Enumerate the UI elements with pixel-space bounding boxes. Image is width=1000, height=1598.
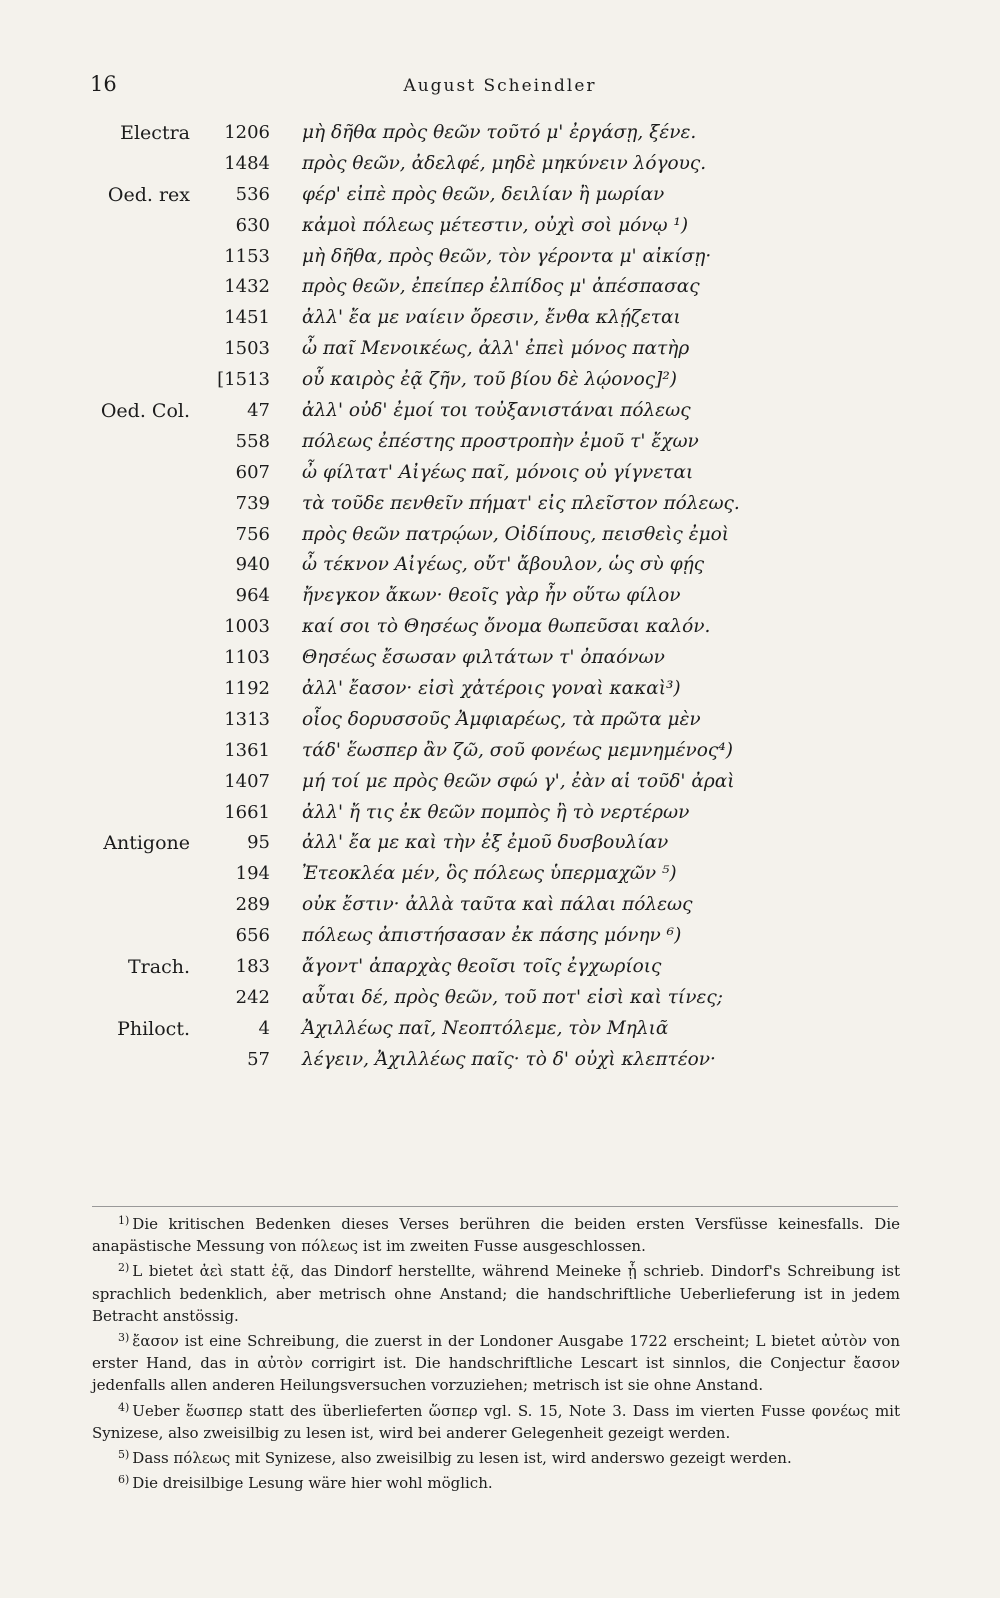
footnote-text: Die dreisilbige Lesung wäre hier wohl möglich. xyxy=(132,1474,493,1493)
verse-list xyxy=(0,118,1000,1076)
footnote xyxy=(92,1327,900,1397)
verse-number: 739 xyxy=(235,492,270,514)
verse-text: ἀλλ' ἤ τις ἐκ θεῶν πομπὸς ἢ τὸ νερτέρων xyxy=(302,801,690,823)
play-title: Oed. Col. xyxy=(100,400,190,423)
verse-line xyxy=(0,242,1000,273)
verse-number: 242 xyxy=(235,986,270,1008)
verse-text: Ἀχιλλέως παῖ, Νεοπτόλεμε, τὸν Μηλιᾶ xyxy=(302,1017,669,1039)
verse-text: κἀμοὶ πόλεως μέτεστιν, οὐχὶ σοὶ μόνῳ ¹) xyxy=(302,214,689,236)
footnote xyxy=(92,1469,900,1494)
verse-number: 964 xyxy=(235,585,270,607)
verse-line xyxy=(0,767,1000,798)
footnotes xyxy=(92,1210,900,1494)
verse-text: οἷος δορυσσοῦς Ἀμφιαρέως, τὰ πρῶτα μὲν xyxy=(302,708,701,730)
verse-line xyxy=(0,890,1000,921)
verse-line xyxy=(0,798,1000,829)
footnote-text: Die kritischen Bedenken dieses Verses berühren die beiden ersten Versfüsse keinesfalls. Die anapästische Messung von πόλεως ist im zweiten Fusse ausgeschlossen. xyxy=(92,1215,900,1256)
verse-text: ἀλλ' ἔα με ναίειν ὄρεσιν, ἔνθα κλῄζεται xyxy=(302,307,681,329)
verse-line xyxy=(0,612,1000,643)
verse-text: καί σοι τὸ Θησέως ὄνομα θωπεῦσαι καλόν. xyxy=(302,616,711,638)
verse-number: 558 xyxy=(235,430,270,452)
verse-text: οὐκ ἔστιν· ἀλλὰ ταῦτα καὶ πάλαι πόλεως xyxy=(302,894,693,916)
verse-text: μὴ δῆθα πρὸς θεῶν τοῦτό μ' ἐργάσῃ, ξένε. xyxy=(302,122,697,143)
verse-text: οὗ καιρὸς ἐᾷ ζῆν, τοῦ βίου δὲ λῴονος]²) xyxy=(302,369,678,391)
verse-line xyxy=(0,674,1000,705)
verse-line xyxy=(0,705,1000,736)
verse-text: ἄγοντ' ἀπαρχὰς θεοῖσι τοῖς ἐγχωρίοις xyxy=(302,956,662,978)
verse-text: μὴ δῆθα, πρὸς θεῶν, τὸν γέροντα μ' αἰκίσῃ· xyxy=(302,245,712,267)
verse-line xyxy=(0,303,1000,334)
verse-text: τάδ' ἕωσπερ ἂν ζῶ, σοῦ φονέως μεμνημένος⁴) xyxy=(302,739,733,761)
verse-number: 95 xyxy=(247,832,270,854)
verse-line xyxy=(0,118,1000,149)
verse-number: 57 xyxy=(247,1048,270,1070)
footnote-mark: 2) xyxy=(118,1261,130,1275)
verse-number: [1513 xyxy=(217,369,270,391)
verse-number: 289 xyxy=(235,894,270,916)
play-title: Trach. xyxy=(127,956,190,979)
verse-number: 1206 xyxy=(224,122,270,143)
verse-number: 1432 xyxy=(224,276,270,298)
verse-text: ὦ παῖ Μενοικέως, ἀλλ' ἐπεὶ μόνος πατὴρ xyxy=(302,338,690,360)
verse-line xyxy=(0,458,1000,489)
footnote-mark: 6) xyxy=(118,1473,130,1487)
verse-line xyxy=(0,952,1000,983)
verse-text: ἀλλ' ἔασον· εἰσὶ χἀτέροις γοναὶ κακαὶ³) xyxy=(302,678,681,700)
footnote xyxy=(92,1444,900,1469)
verse-number: 656 xyxy=(235,925,270,947)
verse-text: μή τοί με πρὸς θεῶν σφώ γ', ἐὰν αἱ τοῦδ' ἀραὶ xyxy=(302,770,735,792)
verse-number: 1153 xyxy=(224,245,270,267)
verse-line xyxy=(0,180,1000,211)
verse-text: ὦ τέκνον Αἰγέως, οὔτ' ἄβουλον, ὡς σὺ φῄς xyxy=(302,554,705,576)
verse-number: 536 xyxy=(235,183,270,205)
page-number: 16 xyxy=(90,72,117,96)
verse-number: 1313 xyxy=(224,708,270,730)
verse-line xyxy=(0,581,1000,612)
verse-line xyxy=(0,396,1000,427)
verse-number: 1103 xyxy=(224,647,270,669)
verse-line xyxy=(0,859,1000,890)
verse-text: πόλεως ἐπέστης προστροπὴν ἐμοῦ τ' ἔχων xyxy=(302,430,699,452)
footnote-text: L bietet ἀεὶ statt ἐᾷ, das Dindorf herstellte, während Meineke ᾗ schrieb. Dindorf's Schreibung ist sprachlich bedenklich, aber metrisch ohne Anstand; die handschriftliche Ueberlieferung ist in jedem Betracht anstössig. xyxy=(92,1262,900,1325)
verse-text: ὦ φίλτατ' Αἰγέως παῖ, μόνοις οὐ γίγνεται xyxy=(302,461,694,483)
play-title: Electra xyxy=(120,122,190,144)
verse-text: Θησέως ἔσωσαν φιλτάτων τ' ὀπαόνων xyxy=(302,647,665,669)
verse-number: 1451 xyxy=(224,307,270,329)
verse-text: πόλεως ἀπιστήσασαν ἐκ πάσης μόνην ⁶) xyxy=(302,925,682,947)
footnote-mark: 5) xyxy=(118,1448,130,1462)
verse-line xyxy=(0,1014,1000,1045)
verse-line xyxy=(0,550,1000,581)
verse-number: 1003 xyxy=(224,616,270,638)
verse-text: τὰ τοῦδε πενθεῖν πήματ' εἰς πλεῖστον πόλεως. xyxy=(302,492,740,514)
verse-text: πρὸς θεῶν, ἐπείπερ ἐλπίδος μ' ἀπέσπασας xyxy=(302,276,700,298)
verse-text: Ἐτεοκλέα μέν, ὃς πόλεως ὑπερμαχῶν ⁵) xyxy=(302,863,677,885)
verse-number: 183 xyxy=(235,956,270,978)
verse-line xyxy=(0,211,1000,242)
verse-number: 940 xyxy=(235,554,270,576)
verse-text: λέγειν, Ἀχιλλέως παῖς· τὸ δ' οὐχὶ κλεπτέον· xyxy=(302,1048,716,1070)
verse-text: ἀλλ' οὐδ' ἐμοί τοι τοὐξανιστάναι πόλεως xyxy=(302,400,691,422)
verse-number: 1484 xyxy=(224,152,270,174)
verse-text: αὗται δέ, πρὸς θεῶν, τοῦ ποτ' εἰσὶ καὶ τίνες; xyxy=(302,986,723,1008)
verse-line xyxy=(0,983,1000,1014)
verse-number: 630 xyxy=(235,214,270,236)
verse-text: ἀλλ' ἔα με καὶ τὴν ἐξ ἐμοῦ δυσβουλίαν xyxy=(302,832,669,854)
verse-number: 756 xyxy=(235,523,270,545)
verse-line xyxy=(0,365,1000,396)
play-title: Antigone xyxy=(103,832,190,855)
footnote xyxy=(92,1210,900,1257)
verse-number: 1361 xyxy=(224,739,270,761)
play-title: Oed. rex xyxy=(107,183,190,206)
verse-number: 607 xyxy=(235,461,270,483)
verse-line xyxy=(0,489,1000,520)
verse-number: 1192 xyxy=(224,678,270,700)
verse-line xyxy=(0,921,1000,952)
verse-number: 1661 xyxy=(224,801,270,823)
footnote-text: Dass πόλεως mit Synizese, also zweisilbig zu lesen ist, wird anderswo gezeigt werden. xyxy=(132,1449,792,1468)
footnote-mark: 4) xyxy=(118,1400,130,1414)
verse-text: ἤνεγκον ἄκων· θεοῖς γὰρ ἦν οὕτω φίλον xyxy=(302,585,681,607)
footnote-text: Ueber ἕωσπερ statt des überlieferten ὥσπερ vgl. S. 15, Note 3. Dass im vierten Fusse φονέως mit Synizese, also zweisilbig zu lesen ist, wird bei anderer Gelegenheit gezeigt werden. xyxy=(92,1401,900,1442)
verse-line xyxy=(0,149,1000,180)
verse-line xyxy=(0,520,1000,551)
footnote-mark: 1) xyxy=(118,1214,130,1227)
verse-line xyxy=(0,1045,1000,1076)
verse-number: 4 xyxy=(258,1017,270,1039)
verse-number: 1407 xyxy=(224,770,270,792)
verse-number: 47 xyxy=(247,400,270,422)
verse-line xyxy=(0,643,1000,674)
verse-line xyxy=(0,736,1000,767)
verse-text: πρὸς θεῶν πατρῴων, Οἰδίπους, πεισθεὶς ἐμοὶ xyxy=(302,523,729,545)
footnote xyxy=(92,1257,900,1327)
verse-line xyxy=(0,427,1000,458)
verse-line xyxy=(0,272,1000,303)
verse-text: φέρ' εἰπὲ πρὸς θεῶν, δειλίαν ἢ μωρίαν xyxy=(302,183,665,205)
play-title: Philoct. xyxy=(117,1017,190,1040)
verse-number: 1503 xyxy=(224,338,270,360)
running-head: August Scheindler xyxy=(403,76,597,96)
verse-number: 194 xyxy=(235,863,270,885)
verse-line xyxy=(0,828,1000,859)
footnote-mark: 3) xyxy=(118,1331,130,1345)
footnote-divider xyxy=(92,1206,898,1207)
verse-line xyxy=(0,334,1000,365)
verse-text: πρὸς θεῶν, ἀδελφέ, μηδὲ μηκύνειν λόγους. xyxy=(302,152,707,174)
footnote xyxy=(92,1397,900,1444)
footnote-text: ἔασον ist eine Schreibung, die zuerst in der Londoner Ausgabe 1722 erscheint; L bietet αὐτὸν von erster Hand, das in αὐτὸν corrigirt ist. Die handschriftliche Lescart ist sinnlos, die Conjectur ἔασον jedenfalls allen anderen Heilungsversuchen vorzuziehen; metrisch ist sie ohne Anstand. xyxy=(92,1332,900,1395)
